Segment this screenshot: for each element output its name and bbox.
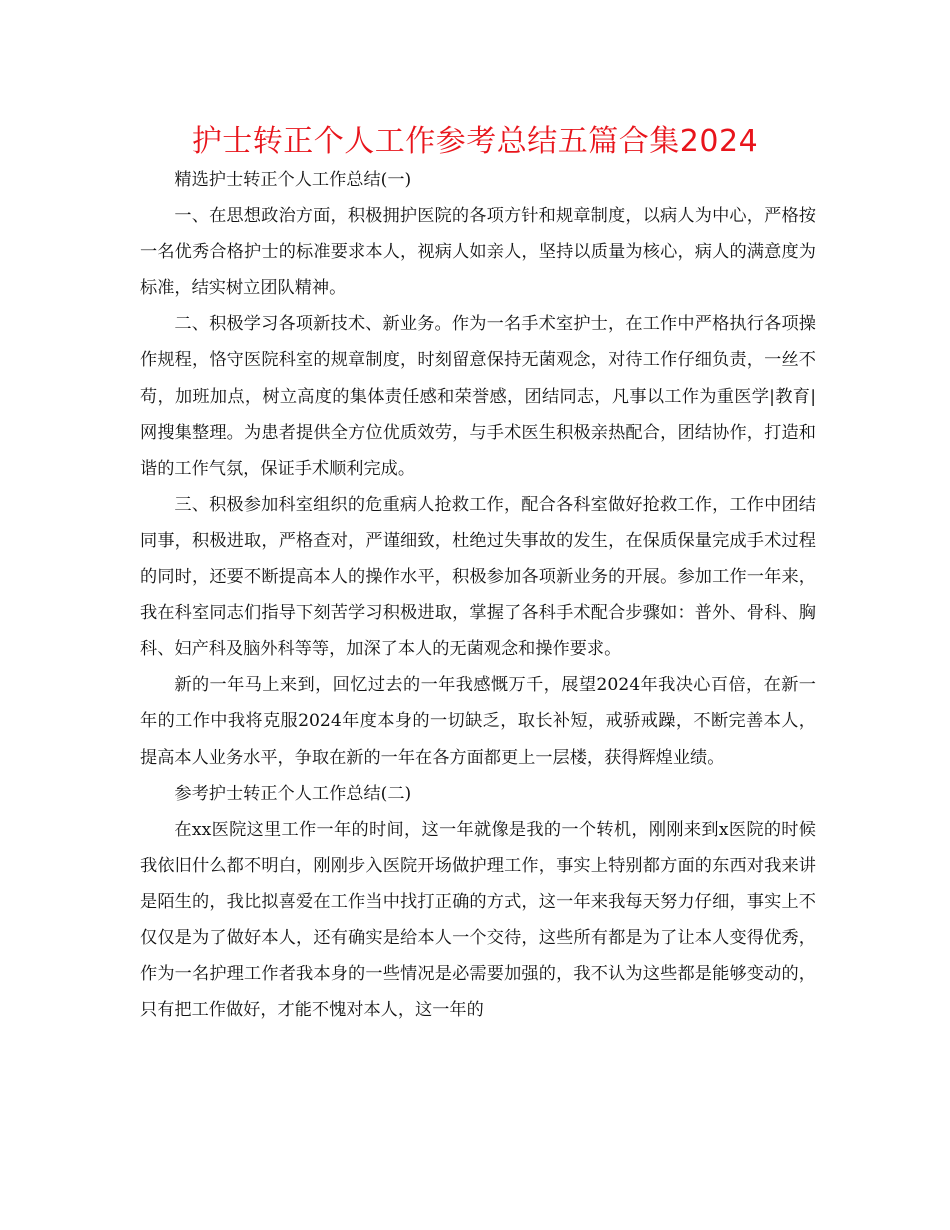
paragraph-learning: 二、积极学习各项新技术、新业务。作为一名手术室护士，在工作中严格执行各项操作规程，恪守医院科室的规章制度，时刻留意保持无菌观念，对待工作仔细负责，一丝不苟，加班加点，树立高度的集体责任感和荣誉感，团结同志，凡事以工作为重医学|教育|网搜集整理。为患者提供全方位优质效劳，与手术医生积极亲热配合，团结协作，打造和谐的工作气氛，保证手术顺利完成。 — [140, 314, 816, 479]
section-heading-1: 精选护士转正个人工作总结(一) — [174, 170, 412, 190]
paragraph-hospital-year: 在xx医院这里工作一年的时间，这一年就像是我的一个转机，刚刚来到x医院的时候我依旧什么都不明白，刚刚步入医院开场做护理工作，事实上特别都方面的东西对我来讲是陌生的，我比拟喜爱在工作当中找打正确的方式，这一年来我每天努力仔细，事实上不仅仅是为了做好本人，还有确实是给本人一个交待，这些所有都是为了让本人变得优秀，作为一名护理工作者我本身的一些情况是必需要加强的，我不认为这些都是能够变动的，只有把工作做好，才能不愧对本人，这一年的 — [140, 819, 816, 1021]
paragraph-politics: 一、在思想政治方面，积极拥护医院的各项方针和规章制度，以病人为中心，严格按一名优秀合格护士的标准要求本人，视病人如亲人，坚持以质量为核心，病人的满意度为标准，结实树立团队精神。 — [140, 206, 816, 299]
paragraph-rescue: 三、积极参加科室组织的危重病人抢救工作，配合各科室做好抢救工作，工作中团结同事，积极进取，严格查对，严谨细致，杜绝过失事故的发生，在保质保量完成手术过程的同时，还要不断提高本人的操作水平，积极参加各项新业务的开展。参加工作一年来，我在科室同志们指导下刻苦学习积极进取，掌握了各科手术配合步骤如：普外、骨科、胸科、妇产科及脑外科等等，加深了本人的无菌观念和操作要求。 — [140, 494, 816, 660]
paragraph-new-year: 新的一年马上来到，回忆过去的一年我感慨万千，展望2024年我决心百倍，在新一年的工作中我将克服2024年度本身的一切缺乏，取长补短，戒骄戒躁，不断完善本人，提高本人业务水平，争取在新的一年在各方面都更上一层楼，获得辉煌业绩。 — [140, 675, 816, 768]
document-title: 护士转正个人工作参考总结五篇合集2024 — [191, 124, 759, 159]
document-body — [140, 162, 816, 1028]
section-heading-2: 参考护士转正个人工作总结(二) — [174, 783, 412, 804]
